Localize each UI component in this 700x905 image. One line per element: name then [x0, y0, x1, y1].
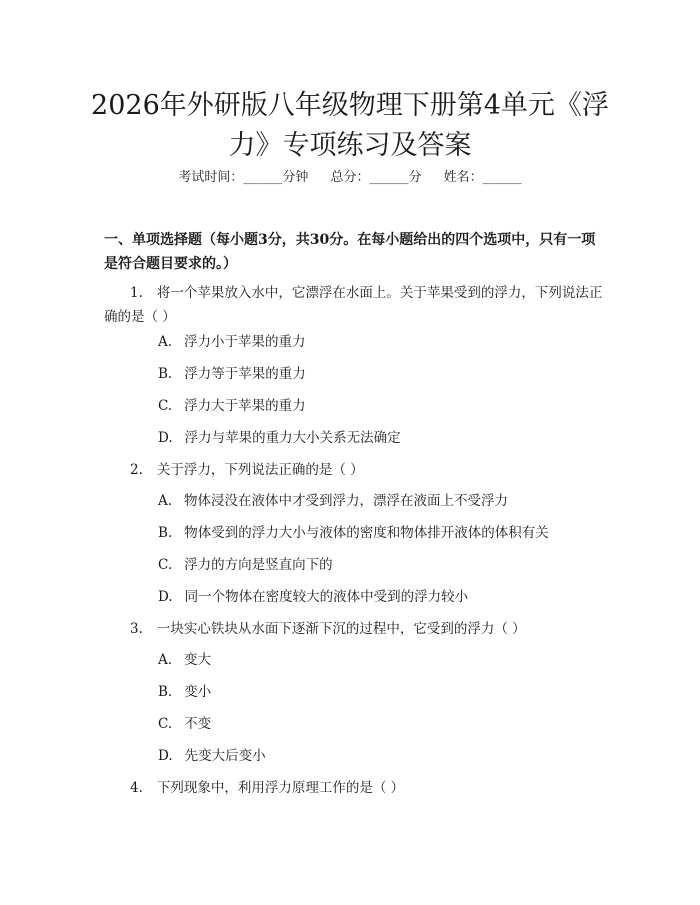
- question-text: 将一个苹果放入水中，它漂浮在水面上。关于苹果受到的浮力，下列说法正确的是（ ）: [104, 285, 603, 325]
- question-1: [104, 281, 609, 329]
- option-text: 浮力等于苹果的重力: [184, 366, 306, 382]
- question-3-option-b: [158, 682, 608, 702]
- option-text: 同一个物体在密度较大的液体中受到的浮力较小: [184, 589, 469, 605]
- option-text: 先变大后变小: [184, 748, 266, 764]
- option-text: 浮力的方向是竖直向下的: [184, 557, 333, 573]
- question-2-option-d: [158, 587, 608, 607]
- question-1-option-a: [158, 332, 608, 352]
- option-label: C.: [158, 716, 173, 732]
- exam-info-line: [0, 168, 700, 188]
- question-text: 下列现象中，利用浮力原理工作的是（ ）: [156, 780, 405, 796]
- option-text: 浮力与苹果的重力大小关系无法确定: [184, 430, 401, 446]
- question-2-option-b: [158, 523, 608, 543]
- section-heading: 一、单项选择题（每小题3分，共30分。在每小题给出的四个选项中，只有一项是符合题目要求的。）: [104, 232, 596, 272]
- question-1-option-c: [158, 396, 608, 416]
- question-1-option-d: [158, 428, 608, 448]
- exam-time-field: 考试时间：______分钟: [178, 170, 309, 185]
- option-label: B.: [158, 525, 173, 541]
- option-label: A.: [158, 652, 173, 668]
- question-number: 1.: [130, 285, 143, 301]
- question-number: 2.: [130, 462, 143, 478]
- option-label: A.: [158, 334, 173, 350]
- option-label: D.: [158, 430, 173, 446]
- question-2-option-a: [158, 491, 608, 511]
- question-3-option-c: [158, 714, 608, 734]
- total-score-field: 总分：______分: [330, 170, 422, 185]
- question-text: 一块实心铁块从水面下逐渐下沉的过程中，它受到的浮力（ ）: [156, 621, 526, 637]
- option-text: 不变: [184, 716, 212, 732]
- option-label: D.: [158, 748, 173, 764]
- option-label: D.: [158, 589, 173, 605]
- option-label: B.: [158, 366, 173, 382]
- option-text: 浮力大于苹果的重力: [184, 398, 306, 414]
- option-label: A.: [158, 493, 173, 509]
- question-2: [104, 458, 609, 482]
- question-1-option-b: [158, 364, 608, 384]
- option-label: C.: [158, 398, 173, 414]
- option-label: B.: [158, 684, 173, 700]
- option-text: 变大: [184, 652, 212, 668]
- option-label: C.: [158, 557, 173, 573]
- option-text: 物体受到的浮力大小与液体的密度和物体排开液体的体积有关: [184, 525, 549, 541]
- question-3-option-d: [158, 746, 608, 766]
- question-number: 4.: [130, 780, 143, 796]
- question-4: [104, 776, 609, 800]
- question-number: 3.: [130, 621, 143, 637]
- question-2-option-c: [158, 555, 608, 575]
- option-text: 浮力小于苹果的重力: [184, 334, 306, 350]
- student-name-field: 姓名：______: [443, 170, 522, 185]
- question-text: 关于浮力，下列说法正确的是（ ）: [156, 462, 364, 478]
- question-3-option-a: [158, 650, 608, 670]
- page-title: 2026年外研版八年级物理下册第4单元《浮力》专项练习及答案: [91, 90, 609, 161]
- option-text: 物体浸没在液体中才受到浮力，漂浮在液面上不受浮力: [184, 493, 509, 509]
- option-text: 变小: [184, 684, 212, 700]
- question-3: [104, 617, 609, 641]
